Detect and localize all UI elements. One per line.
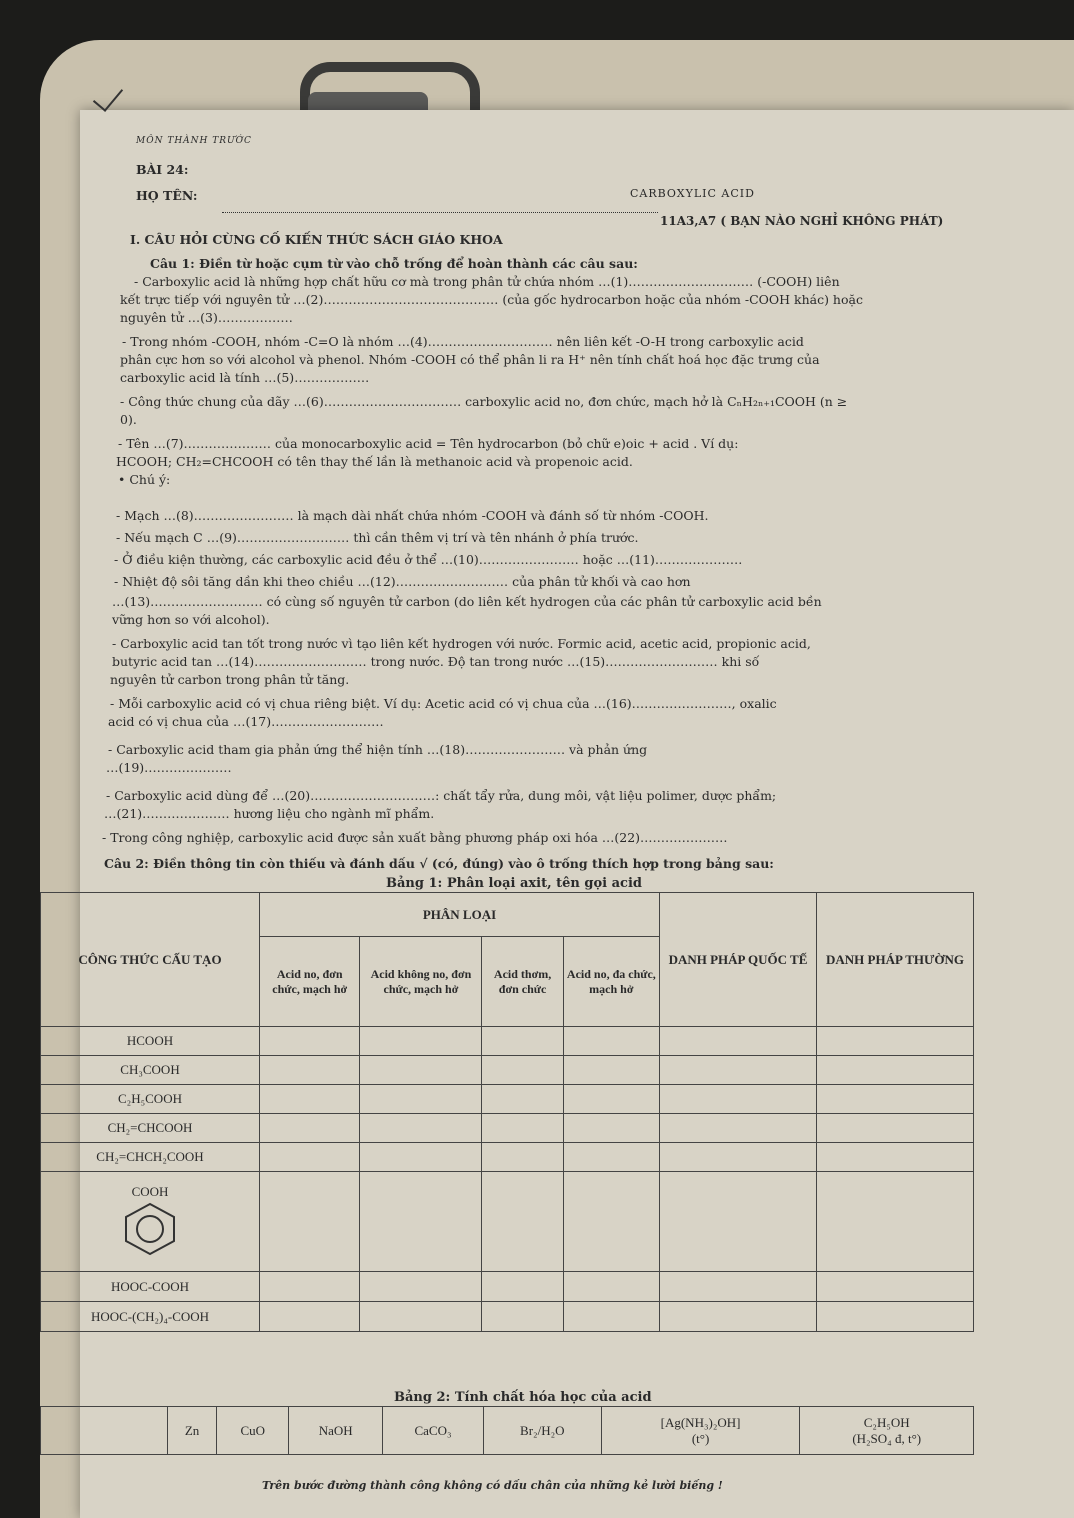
table1-caption: Bảng 1: Phân loại axit, tên gọi acid (386, 876, 642, 891)
formula-cell: HOOC-(CH₂)₄-COOH (41, 1302, 260, 1332)
reagent-cell: Zn (168, 1407, 217, 1455)
line: - Mạch …(8)…………………… là mạch dài nhất chứa nhóm -COOH và đánh số từ nhóm -COOH. (116, 508, 709, 523)
line: - Trong nhóm -COOH, nhóm -C=O là nhóm …(4)………………………… nên liên kết -O-H trong carboxylic acid (122, 334, 804, 349)
reagent-cell: Br₂/H₂O (483, 1407, 601, 1455)
reagent: C₂H₅OH (863, 1414, 910, 1430)
formula-cell: HCOOH (41, 1027, 260, 1056)
line: …(19)………………… (106, 760, 232, 775)
reagent-cell (800, 1407, 974, 1455)
properties-table (40, 1406, 974, 1455)
line: - Tên …(7)………………… của monocarboxylic acid = Tên hydrocarbon (bỏ chữ e)oic + acid . Ví dụ: (118, 436, 739, 451)
lesson-label: BÀI 24: (136, 162, 189, 177)
reagent-cell: NaOH (289, 1407, 383, 1455)
benzene-ring-icon (120, 1200, 180, 1256)
subheader: Acid no, đơn chức, mạch hở (260, 937, 360, 1027)
line: phân cực hơn so với alcohol và phenol. Nhóm -COOH có thể phân li ra H⁺ nên tính chất hoá học đặc trưng của (120, 352, 820, 367)
formula-cell: CH₃COOH (41, 1056, 260, 1085)
line: - Nếu mạch C …(9)……………………… thì cần thêm vị trí và tên nhánh ở phía trước. (116, 530, 639, 545)
line: - Carboxylic acid tan tốt trong nước vì tạo liên kết hydrogen với nước. Formic acid, acetic acid, propionic acid, (112, 636, 811, 651)
line: - Ở điều kiện thường, các carboxylic acid đều ở thể …(10)…………………… hoặc …(11)………………… (114, 552, 743, 567)
line: 0). (120, 412, 137, 427)
line: nguyên tử …(3)……………… (120, 310, 293, 325)
name-label: HỌ TÊN: (136, 188, 198, 203)
line: kết trực tiếp với nguyên tử …(2)…………………………………… (của gốc hydrocarbon hoặc của nhóm -COOH khác) hoặc (120, 292, 863, 307)
school-name: MÔN THÀNH TRƯỚC (136, 136, 252, 146)
line: butyric acid tan …(14)……………………… trong nước. Độ tan trong nước …(15)……………………… khi số (112, 654, 760, 669)
condition: (H₂SO₄ đ, t°) (852, 1430, 922, 1446)
header-classification: PHÂN LOẠI (260, 893, 660, 937)
header-iupac: DANH PHÁP QUỐC TẾ (660, 893, 817, 1027)
formula-cell: C₂H₅COOH (41, 1085, 260, 1114)
header-formula: CÔNG THỨC CẤU TẠO (41, 893, 260, 1027)
section1-title: I. CÂU HỎI CÙNG CỐ KIẾN THỨC SÁCH GIÁO KHOA (130, 232, 503, 247)
subheader: Acid không no, đơn chức, mạch hở (360, 937, 482, 1027)
line: • Chú ý: (118, 472, 171, 487)
line: HCOOH; CH₂=CHCOOH có tên thay thế lần là methanoic acid và propenoic acid. (116, 454, 633, 469)
footer-quote: Trên bước đường thành công không có dấu chân của những kẻ lười biếng ! (262, 1479, 723, 1492)
line: - Carboxylic acid tham gia phản ứng thể hiện tính …(18)…………………… và phản ứng (108, 742, 648, 757)
line: - Nhiệt độ sôi tăng dần khi theo chiều …(12)……………………… của phân tử khối và cao hơn (114, 574, 691, 589)
line: …(21)………………… hương liệu cho ngành mĩ phẩm. (104, 806, 435, 821)
line: nguyên tử carbon trong phân tử tăng. (110, 672, 350, 687)
classification-table (40, 892, 974, 1332)
line: - Carboxylic acid là những hợp chất hữu cơ mà trong phân tử chứa nhóm …(1)………………………… (-COOH) liên (134, 274, 840, 289)
name-line (222, 212, 658, 213)
reagent-cell (601, 1407, 800, 1455)
formula-cell: HOOC-COOH (41, 1272, 260, 1302)
class-note: 11A3,A7 ( BẠN NÀO NGHỈ KHÔNG PHÁT) (660, 214, 944, 228)
condition: (t°) (691, 1430, 710, 1446)
reagent: [Ag(NH₃)₂OH] (660, 1414, 741, 1430)
line: vững hơn so với alcohol). (112, 612, 270, 627)
table2-caption: Bảng 2: Tính chất hóa học của acid (394, 1390, 652, 1405)
question-1: Câu 1: Điền từ hoặc cụm từ vào chỗ trống để hoàn thành các câu sau: (150, 256, 638, 271)
line: - Trong công nghiệp, carboxylic acid được sản xuất bằng phương pháp oxi hóa …(22)………………… (102, 830, 728, 845)
line: …(13)……………………… có cùng số nguyên tử carbon (do liên kết hydrogen của các phân tử carboxylic acid bền (112, 594, 822, 609)
line: carboxylic acid là tính …(5)……………… (120, 370, 370, 385)
line: - Carboxylic acid dùng để …(20)…………………………: chất tẩy rửa, dung môi, vật liệu polimer, dược phẩm; (106, 788, 777, 803)
line: acid có vị chua của …(17)……………………… (108, 714, 384, 729)
formula-cell: CH₂=CHCOOH (41, 1114, 260, 1143)
formula-cell: CH₂=CHCH₂COOH (41, 1143, 260, 1172)
subheader: Acid thơm, đơn chức (482, 937, 563, 1027)
line: - Công thức chung của dãy …(6)…………………………… carboxylic acid no, đơn chức, mạch hở là CₙH₂ₙ₊₁COOH (n ≥ (120, 394, 848, 409)
line: - Mỗi carboxylic acid có vị chua riêng biệt. Ví dụ: Acetic acid có vị chua của …(16)……………………, oxalic (110, 696, 777, 711)
formula-cell: COOH (131, 1183, 169, 1199)
benzoic-formula-cell (41, 1172, 260, 1272)
reagent-cell: CuO (217, 1407, 289, 1455)
reagent-cell: CaCO₃ (383, 1407, 484, 1455)
question-2: Câu 2: Điền thông tin còn thiếu và đánh dấu √ (có, đúng) vào ô trống thích hợp trong bảng sau: (104, 856, 774, 871)
subheader: Acid no, đa chức, mạch hở (563, 937, 659, 1027)
header-common: DANH PHÁP THƯỜNG (817, 893, 974, 1027)
topic-title: CARBOXYLIC ACID (630, 187, 755, 200)
